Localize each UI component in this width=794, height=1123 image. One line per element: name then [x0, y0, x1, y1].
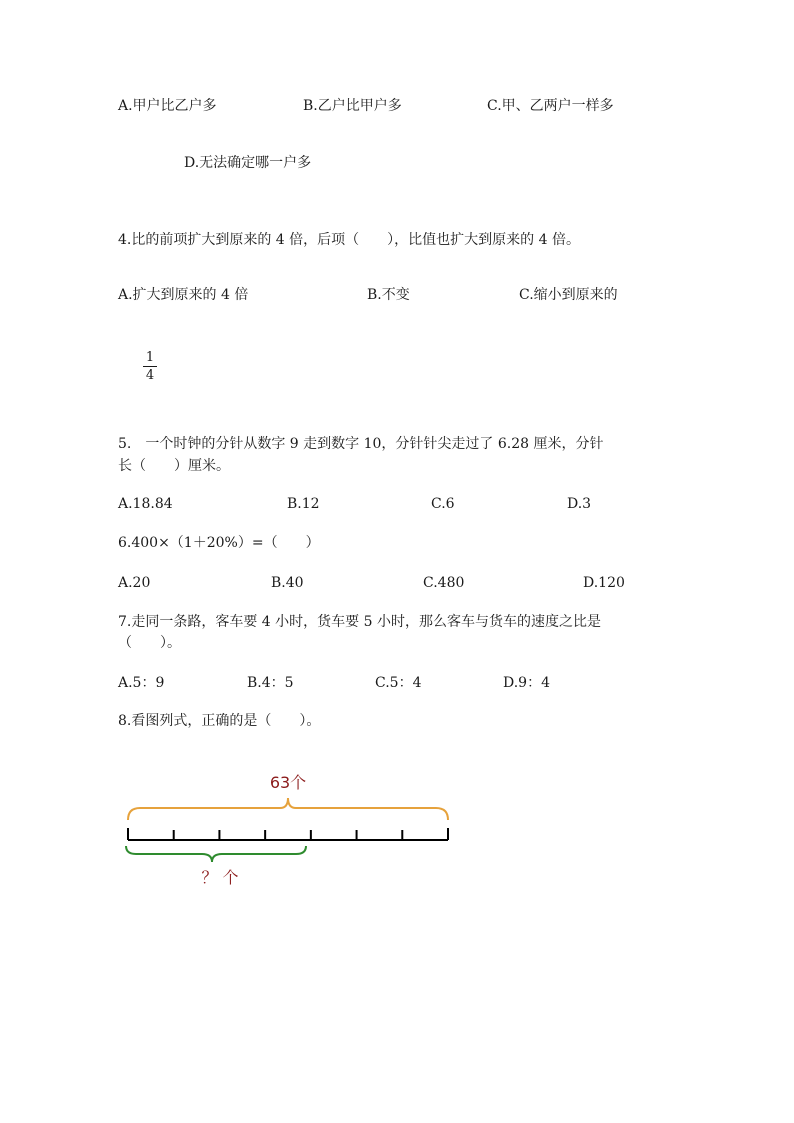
q6-option-d: D.120 [583, 575, 625, 591]
q6-stem: 6.400×（1＋20%）=（ ） [118, 535, 320, 551]
q3-option-c: C.甲、乙两户一样多 [487, 98, 614, 114]
total-label: 63个 [269, 773, 307, 792]
segment-ticks [128, 828, 448, 840]
q7-stem-line1: 7.走同一条路，客车要 4 小时，货车要 5 小时，那么客车与货车的速度之比是 [118, 614, 601, 630]
q3-option-b: B.乙户比甲户多 [303, 98, 402, 114]
q7-option-c: C.5：4 [375, 675, 422, 691]
q7-stem-line2: （ ）。 [118, 635, 181, 651]
q5-option-c: C.6 [431, 496, 455, 512]
part-label: ？ 个 [201, 868, 239, 887]
q7-option-a: A.5：9 [118, 675, 165, 691]
q6-option-c: C.480 [423, 575, 465, 591]
q5-stem-line1: 5. 一个时钟的分针从数字 9 走到数字 10，分针针尖走过了 6.28 厘米，分针 [118, 436, 604, 452]
q3-option-d: D.无法确定哪一户多 [184, 155, 312, 171]
q4-option-c-fraction [142, 350, 158, 383]
q4-option-b: B.不变 [367, 287, 410, 303]
q6-option-b: B.40 [271, 575, 304, 591]
q6-option-a: A.20 [118, 575, 151, 591]
fraction-bar [143, 366, 157, 367]
total-brace [128, 798, 448, 820]
fraction-denominator: 4 [145, 368, 155, 383]
q5-option-a: A.18.84 [118, 496, 173, 512]
q4-option-a: A.扩大到原来的 4 倍 [118, 287, 249, 303]
fraction-numerator: 1 [145, 350, 155, 365]
q4-option-c: C.缩小到原来的 [519, 287, 618, 303]
q8-stem: 8.看图列式，正确的是（ ）。 [118, 713, 321, 729]
q3-option-a: A.甲户比乙户多 [118, 98, 217, 114]
q5-stem-line2: 长（ ）厘米。 [118, 458, 230, 474]
q7-option-d: D.9：4 [503, 675, 550, 691]
q5-option-d: D.3 [567, 496, 592, 512]
q4-stem: 4.比的前项扩大到原来的 4 倍，后项（ ），比值也扩大到原来的 4 倍。 [118, 232, 580, 248]
part-brace [126, 846, 306, 862]
q5-option-b: B.12 [287, 496, 320, 512]
segment-diagram [110, 760, 470, 890]
q7-option-b: B.4：5 [247, 675, 294, 691]
